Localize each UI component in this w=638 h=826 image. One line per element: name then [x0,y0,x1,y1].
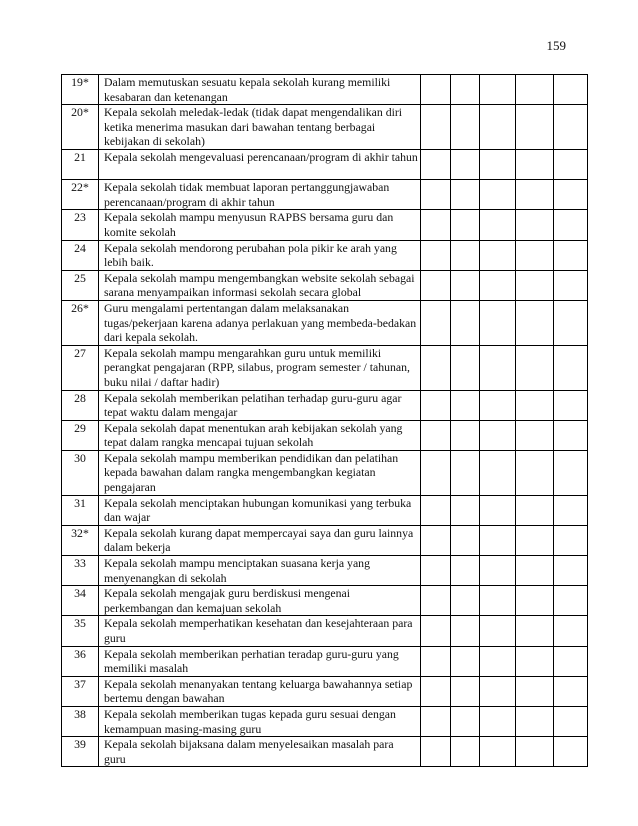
item-statement: Kepala sekolah mengevaluasi perencanaan/program di akhir tahun [99,149,421,179]
response-cell-4[interactable] [516,180,554,210]
response-cell-3[interactable] [480,420,516,450]
response-cell-3[interactable] [480,390,516,420]
response-cell-2[interactable] [451,420,480,450]
response-cell-1[interactable] [421,390,451,420]
response-cell-3[interactable] [480,270,516,300]
response-cell-1[interactable] [421,105,451,150]
response-cell-5[interactable] [554,525,588,555]
response-cell-2[interactable] [451,240,480,270]
item-statement: Kepala sekolah dapat menentukan arah kebijakan sekolah yang tepat dalam rangka mencapai tujuan sekolah [99,420,421,450]
response-cell-3[interactable] [480,450,516,495]
response-cell-2[interactable] [451,390,480,420]
item-statement: Kepala sekolah meledak-ledak (tidak dapat mengendalikan diri ketika menerima masukan dari bawahan tentang berbagai kebijakan di sekolah) [99,105,421,150]
response-cell-4[interactable] [516,300,554,345]
table-row [62,345,588,390]
response-cell-3[interactable] [480,240,516,270]
response-cell-3[interactable] [480,149,516,179]
item-number: 24 [62,240,99,270]
item-number: 19* [62,75,99,105]
response-cell-4[interactable] [516,390,554,420]
response-cell-1[interactable] [421,210,451,240]
response-cell-3[interactable] [480,556,516,586]
table-row [62,495,588,525]
response-cell-4[interactable] [516,240,554,270]
response-cell-5[interactable] [554,495,588,525]
item-number: 23 [62,210,99,240]
response-cell-4[interactable] [516,616,554,646]
response-cell-1[interactable] [421,646,451,676]
response-cell-1[interactable] [421,525,451,555]
item-statement: Kepala sekolah bijaksana dalam menyelesaikan masalah para guru [99,737,421,767]
response-cell-4[interactable] [516,270,554,300]
response-cell-1[interactable] [421,586,451,616]
response-cell-1[interactable] [421,707,451,737]
item-number: 30 [62,450,99,495]
item-number: 31 [62,495,99,525]
response-cell-4[interactable] [516,450,554,495]
item-statement: Dalam memutuskan sesuatu kepala sekolah kurang memiliki kesabaran dan ketenangan [99,75,421,105]
item-statement: Guru mengalami pertentangan dalam melaksanakan tugas/pekerjaan karena adanya perlakuan yang membeda-bedakan dari kepala sekolah. [99,300,421,345]
item-number: 27 [62,345,99,390]
item-statement: Kepala sekolah mampu mengarahkan guru untuk memiliki perangkat pengajaran (RPP, silabus, program semester / tahunan, buku nilai / daftar hadir) [99,345,421,390]
item-statement: Kepala sekolah menciptakan hubungan komunikasi yang terbuka dan wajar [99,495,421,525]
item-statement: Kepala sekolah mampu mengembangkan website sekolah sebagai sarana menyampaikan informasi sekolah secara global [99,270,421,300]
item-number: 25 [62,270,99,300]
response-cell-5[interactable] [554,210,588,240]
item-statement: Kepala sekolah mampu menciptakan suasana kerja yang menyenangkan di sekolah [99,556,421,586]
response-cell-1[interactable] [421,240,451,270]
response-cell-5[interactable] [554,450,588,495]
response-cell-3[interactable] [480,616,516,646]
response-cell-3[interactable] [480,180,516,210]
response-cell-2[interactable] [451,586,480,616]
response-cell-2[interactable] [451,707,480,737]
response-cell-2[interactable] [451,75,480,105]
table-row [62,75,588,105]
item-number: 22* [62,180,99,210]
response-cell-2[interactable] [451,105,480,150]
item-statement: Kepala sekolah memperhatikan kesehatan dan kesejahteraan para guru [99,616,421,646]
response-cell-4[interactable] [516,210,554,240]
response-cell-2[interactable] [451,495,480,525]
response-cell-4[interactable] [516,676,554,706]
response-cell-3[interactable] [480,75,516,105]
table-row [62,270,588,300]
item-statement: Kepala sekolah memberikan tugas kepada guru sesuai dengan kemampuan masing-masing guru [99,707,421,737]
response-cell-2[interactable] [451,616,480,646]
item-number: 34 [62,586,99,616]
questionnaire-body [62,75,588,767]
item-number: 36 [62,646,99,676]
response-cell-5[interactable] [554,646,588,676]
response-cell-4[interactable] [516,495,554,525]
table-row [62,420,588,450]
table-row [62,525,588,555]
item-statement: Kepala sekolah mengajak guru berdiskusi mengenai perkembangan dan kemajuan sekolah [99,586,421,616]
item-statement: Kepala sekolah mampu memberikan pendidikan dan pelatihan kepada bawahan dalam rangka mengembangkan kegiatan pengajaran [99,450,421,495]
table-row [62,676,588,706]
response-cell-1[interactable] [421,450,451,495]
response-cell-5[interactable] [554,616,588,646]
table-row [62,556,588,586]
response-cell-5[interactable] [554,105,588,150]
response-cell-3[interactable] [480,105,516,150]
response-cell-2[interactable] [451,450,480,495]
response-cell-2[interactable] [451,737,480,767]
table-row [62,210,588,240]
item-number: 37 [62,676,99,706]
response-cell-1[interactable] [421,616,451,646]
response-cell-1[interactable] [421,149,451,179]
response-cell-5[interactable] [554,75,588,105]
response-cell-5[interactable] [554,149,588,179]
item-statement: Kepala sekolah menanyakan tentang keluarga bawahannya setiap bertemu dengan bawahan [99,676,421,706]
response-cell-3[interactable] [480,300,516,345]
response-cell-3[interactable] [480,525,516,555]
response-cell-1[interactable] [421,345,451,390]
table-row [62,300,588,345]
response-cell-4[interactable] [516,105,554,150]
response-cell-3[interactable] [480,210,516,240]
response-cell-4[interactable] [516,75,554,105]
response-cell-4[interactable] [516,525,554,555]
item-number: 32* [62,525,99,555]
table-row [62,390,588,420]
table-row [62,450,588,495]
table-row [62,737,588,767]
response-cell-2[interactable] [451,556,480,586]
response-cell-4[interactable] [516,149,554,179]
response-cell-5[interactable] [554,300,588,345]
response-cell-5[interactable] [554,556,588,586]
item-number: 21 [62,149,99,179]
response-cell-3[interactable] [480,737,516,767]
response-cell-1[interactable] [421,676,451,706]
page-number: 159 [546,38,566,53]
item-number: 39 [62,737,99,767]
response-cell-1[interactable] [421,300,451,345]
response-cell-4[interactable] [516,556,554,586]
response-cell-1[interactable] [421,75,451,105]
item-number: 38 [62,707,99,737]
table-row [62,180,588,210]
response-cell-1[interactable] [421,420,451,450]
response-cell-3[interactable] [480,646,516,676]
response-cell-2[interactable] [451,676,480,706]
response-cell-2[interactable] [451,270,480,300]
response-cell-4[interactable] [516,586,554,616]
response-cell-4[interactable] [516,737,554,767]
item-statement: Kepala sekolah mampu menyusun RAPBS bersama guru dan komite sekolah [99,210,421,240]
response-cell-2[interactable] [451,345,480,390]
response-cell-5[interactable] [554,345,588,390]
table-row [62,616,588,646]
response-cell-1[interactable] [421,180,451,210]
response-cell-4[interactable] [516,646,554,676]
response-cell-1[interactable] [421,270,451,300]
response-cell-5[interactable] [554,707,588,737]
item-number: 33 [62,556,99,586]
item-statement: Kepala sekolah tidak membuat laporan pertanggungjawaban perencanaan/program di akhir tahun [99,180,421,210]
response-cell-5[interactable] [554,737,588,767]
table-row [62,149,588,179]
item-statement: Kepala sekolah mendorong perubahan pola pikir ke arah yang lebih baik. [99,240,421,270]
table-row [62,646,588,676]
item-number: 26* [62,300,99,345]
response-cell-2[interactable] [451,300,480,345]
response-cell-4[interactable] [516,420,554,450]
response-cell-1[interactable] [421,556,451,586]
item-number: 29 [62,420,99,450]
response-cell-5[interactable] [554,270,588,300]
item-number: 35 [62,616,99,646]
response-cell-5[interactable] [554,420,588,450]
response-cell-5[interactable] [554,180,588,210]
response-cell-3[interactable] [480,707,516,737]
table-row [62,707,588,737]
response-cell-3[interactable] [480,586,516,616]
response-cell-1[interactable] [421,737,451,767]
response-cell-5[interactable] [554,586,588,616]
item-statement: Kepala sekolah memberikan perhatian teradap guru-guru yang memiliki masalah [99,646,421,676]
response-cell-5[interactable] [554,676,588,706]
response-cell-4[interactable] [516,707,554,737]
response-cell-2[interactable] [451,180,480,210]
response-cell-5[interactable] [554,390,588,420]
response-cell-3[interactable] [480,676,516,706]
item-number: 20* [62,105,99,150]
item-statement: Kepala sekolah kurang dapat mempercayai saya dan guru lainnya dalam bekerja [99,525,421,555]
response-cell-2[interactable] [451,149,480,179]
response-cell-3[interactable] [480,495,516,525]
response-cell-2[interactable] [451,646,480,676]
table-row [62,105,588,150]
table-row [62,586,588,616]
item-statement: Kepala sekolah memberikan pelatihan terhadap guru-guru agar tepat waktu dalam mengajar [99,390,421,420]
response-cell-1[interactable] [421,495,451,525]
questionnaire-table [61,74,588,767]
item-number: 28 [62,390,99,420]
response-cell-5[interactable] [554,240,588,270]
table-row [62,240,588,270]
response-cell-2[interactable] [451,210,480,240]
response-cell-2[interactable] [451,525,480,555]
response-cell-3[interactable] [480,345,516,390]
response-cell-4[interactable] [516,345,554,390]
